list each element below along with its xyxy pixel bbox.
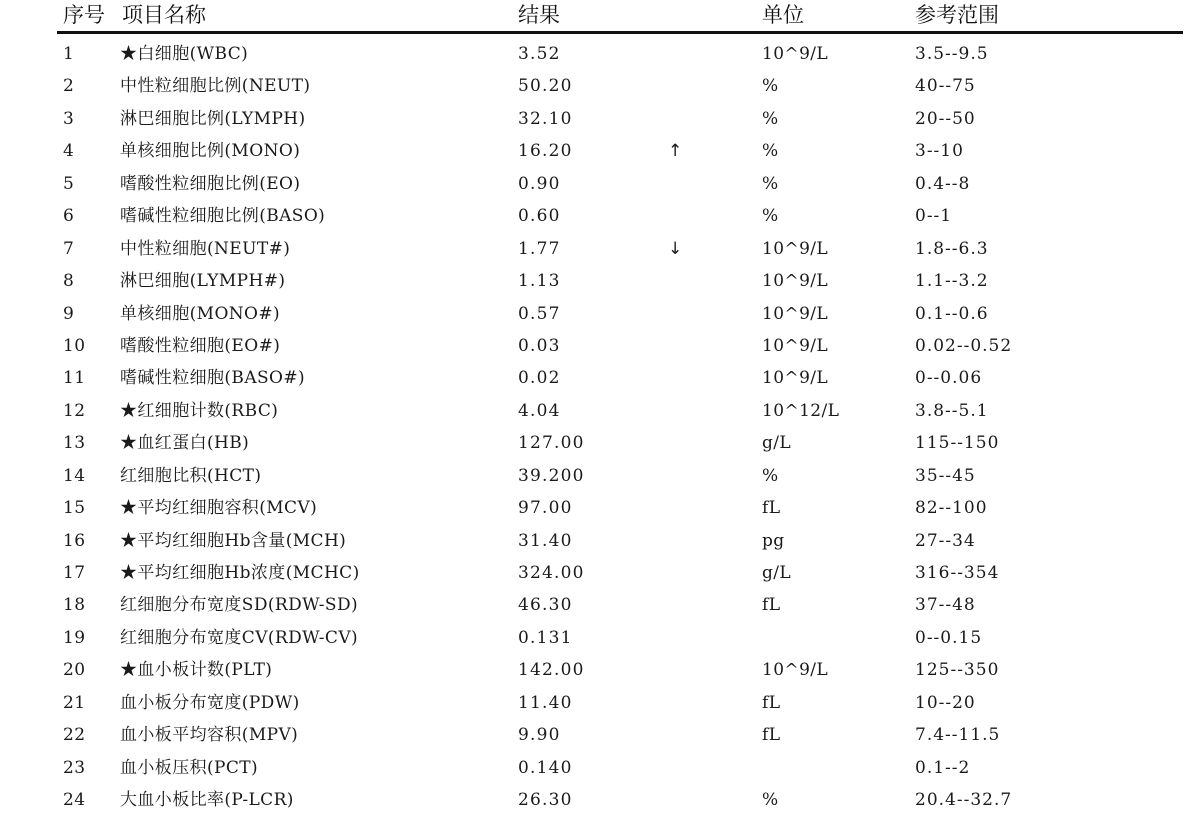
row-unit: fL	[762, 692, 781, 713]
row-result: 16.20	[518, 141, 573, 162]
row-serial-number: 17	[63, 563, 86, 583]
table-row	[0, 200, 1199, 232]
row-unit: 10^9/L	[762, 660, 829, 681]
row-result: 32.10	[518, 108, 573, 129]
table-row	[0, 460, 1199, 492]
row-reference-range: 82--100	[915, 498, 988, 519]
row-unit: %	[762, 465, 779, 486]
row-result: 11.40	[518, 692, 573, 713]
header-divider	[57, 31, 1183, 34]
table-row	[0, 719, 1199, 751]
table-row	[0, 752, 1199, 784]
header-result: 结果	[518, 3, 560, 27]
table-row	[0, 525, 1199, 557]
row-serial-number: 23	[63, 757, 86, 778]
row-reference-range: 0.02--0.52	[915, 335, 1013, 356]
row-reference-range: 27--34	[915, 530, 976, 551]
row-item-name: 嗜碱性粒细胞(BASO#)	[120, 368, 306, 389]
row-reference-range: 7.4--11.5	[915, 725, 1001, 746]
row-result: 9.90	[518, 725, 561, 746]
row-result: 97.00	[518, 498, 573, 519]
row-serial-number: 6	[63, 206, 75, 227]
row-serial-number: 21	[63, 692, 86, 713]
row-item-name: 嗜酸性粒细胞(EO#)	[120, 335, 281, 356]
row-item-name: ★血红蛋白(HB)	[120, 433, 250, 454]
row-unit: %	[762, 108, 779, 129]
row-item-name: 嗜酸性粒细胞比例(EO)	[120, 173, 301, 194]
header-serial-number: 序号	[63, 3, 105, 27]
row-result: 324.00	[518, 563, 585, 583]
table-row	[0, 395, 1199, 427]
row-item-name: 淋巴细胞(LYMPH#)	[120, 271, 286, 292]
row-serial-number: 20	[63, 660, 86, 681]
row-serial-number: 13	[63, 433, 86, 454]
row-reference-range: 316--354	[915, 563, 1000, 583]
table-row	[0, 330, 1199, 362]
row-reference-range: 1.1--3.2	[915, 271, 989, 292]
row-item-name: 红细胞分布宽度CV(RDW-CV)	[120, 627, 359, 648]
table-row	[0, 135, 1199, 167]
row-serial-number: 9	[63, 303, 75, 324]
table-row	[0, 168, 1199, 200]
row-result: 142.00	[518, 660, 585, 681]
row-unit: 10^9/L	[762, 271, 829, 292]
row-item-name: ★白细胞(WBC)	[120, 44, 249, 64]
row-unit: 10^9/L	[762, 303, 829, 324]
header-reference-range: 参考范围	[915, 3, 999, 27]
header-item-name: 项目名称	[122, 3, 206, 27]
row-item-name: 单核细胞比例(MONO)	[120, 141, 301, 162]
table-row	[0, 557, 1199, 589]
row-serial-number: 3	[63, 108, 75, 129]
row-result: 46.30	[518, 595, 573, 616]
row-result: 0.57	[518, 303, 561, 324]
table-row	[0, 427, 1199, 459]
row-unit: fL	[762, 725, 781, 746]
table-row	[0, 298, 1199, 330]
row-result: 31.40	[518, 530, 573, 551]
row-reference-range: 115--150	[915, 433, 1000, 454]
row-unit: %	[762, 76, 779, 97]
row-serial-number: 16	[63, 530, 86, 551]
row-reference-range: 3.8--5.1	[915, 400, 989, 421]
row-unit: 10^9/L	[762, 335, 829, 356]
table-row	[0, 70, 1199, 102]
row-abnormal-flag: ↑	[668, 141, 683, 162]
row-result: 127.00	[518, 433, 585, 454]
row-result: 50.20	[518, 76, 573, 97]
row-unit: pg	[762, 530, 785, 551]
row-result: 1.77	[518, 238, 561, 259]
table-row	[0, 622, 1199, 654]
row-unit: g/L	[762, 563, 792, 583]
row-serial-number: 4	[63, 141, 75, 162]
row-reference-range: 35--45	[915, 465, 976, 486]
row-result: 4.04	[518, 400, 561, 421]
row-item-name: ★红细胞计数(RBC)	[120, 400, 279, 421]
row-serial-number: 1	[63, 44, 75, 64]
row-item-name: ★平均红细胞容积(MCV)	[120, 498, 318, 519]
row-unit: %	[762, 173, 779, 194]
row-result: 1.13	[518, 271, 561, 292]
table-row	[0, 654, 1199, 686]
row-unit: %	[762, 141, 779, 162]
row-result: 0.140	[518, 757, 573, 778]
row-unit: fL	[762, 498, 781, 519]
table-row	[0, 38, 1199, 70]
row-item-name: 红细胞分布宽度SD(RDW-SD)	[120, 595, 359, 616]
row-item-name: 血小板平均容积(MPV)	[120, 725, 299, 746]
row-unit: g/L	[762, 433, 792, 454]
row-serial-number: 7	[63, 238, 75, 259]
row-reference-range: 125--350	[915, 660, 1000, 681]
row-item-name: 淋巴细胞比例(LYMPH)	[120, 108, 306, 129]
row-unit: %	[762, 206, 779, 227]
row-serial-number: 11	[63, 368, 86, 389]
row-reference-range: 40--75	[915, 76, 976, 97]
row-item-name: 血小板压积(PCT)	[120, 757, 259, 778]
row-item-name: 中性粒细胞比例(NEUT)	[120, 76, 311, 97]
row-result: 0.03	[518, 335, 561, 356]
row-unit: 10^9/L	[762, 238, 829, 259]
row-reference-range: 3--10	[915, 141, 964, 162]
row-reference-range: 0--0.06	[915, 368, 983, 389]
row-unit: 10^9/L	[762, 368, 829, 389]
row-reference-range: 0.1--0.6	[915, 303, 989, 324]
row-serial-number: 5	[63, 173, 75, 194]
table-header	[0, 0, 1199, 32]
row-reference-range: 1.8--6.3	[915, 238, 989, 259]
header-unit: 单位	[762, 3, 804, 27]
row-serial-number: 18	[63, 595, 86, 616]
row-serial-number: 22	[63, 725, 86, 746]
row-item-name: 血小板分布宽度(PDW)	[120, 692, 300, 713]
table-row	[0, 362, 1199, 394]
row-unit: 10^9/L	[762, 44, 829, 64]
row-reference-range: 0.4--8	[915, 173, 971, 194]
row-result: 0.90	[518, 173, 561, 194]
row-unit: %	[762, 790, 779, 811]
row-reference-range: 10--20	[915, 692, 976, 713]
row-reference-range: 3.5--9.5	[915, 44, 989, 64]
row-reference-range: 20--50	[915, 108, 976, 129]
table-row	[0, 265, 1199, 297]
row-item-name: ★平均红细胞Hb浓度(MCHC)	[120, 563, 360, 583]
table-row	[0, 687, 1199, 719]
result-table-body	[0, 38, 1199, 817]
row-item-name: 嗜碱性粒细胞比例(BASO)	[120, 206, 326, 227]
row-item-name: 中性粒细胞(NEUT#)	[120, 238, 291, 259]
table-row	[0, 103, 1199, 135]
row-item-name: 大血小板比率(P-LCR)	[120, 790, 294, 811]
row-result: 3.52	[518, 44, 561, 64]
row-serial-number: 8	[63, 271, 75, 292]
row-abnormal-flag: ↓	[668, 238, 683, 259]
row-reference-range: 37--48	[915, 595, 976, 616]
row-serial-number: 10	[63, 335, 86, 356]
row-item-name: 单核细胞(MONO#)	[120, 303, 281, 324]
table-row	[0, 784, 1199, 816]
row-item-name: ★血小板计数(PLT)	[120, 660, 273, 681]
row-serial-number: 19	[63, 627, 86, 648]
row-serial-number: 2	[63, 76, 75, 97]
row-reference-range: 0.1--2	[915, 757, 971, 778]
row-result: 26.30	[518, 790, 573, 811]
row-unit: 10^12/L	[762, 400, 840, 421]
row-reference-range: 0--0.15	[915, 627, 983, 648]
row-unit: fL	[762, 595, 781, 616]
row-result: 0.60	[518, 206, 561, 227]
row-reference-range: 20.4--32.7	[915, 790, 1013, 811]
table-row	[0, 233, 1199, 265]
row-serial-number: 14	[63, 465, 86, 486]
table-row	[0, 589, 1199, 621]
row-result: 0.02	[518, 368, 561, 389]
row-serial-number: 12	[63, 400, 86, 421]
row-item-name: 红细胞比积(HCT)	[120, 465, 262, 486]
row-result: 39.200	[518, 465, 585, 486]
table-row	[0, 492, 1199, 524]
row-item-name: ★平均红细胞Hb含量(MCH)	[120, 530, 347, 551]
row-reference-range: 0--1	[915, 206, 953, 227]
row-serial-number: 24	[63, 790, 86, 811]
row-serial-number: 15	[63, 498, 86, 519]
row-result: 0.131	[518, 627, 573, 648]
